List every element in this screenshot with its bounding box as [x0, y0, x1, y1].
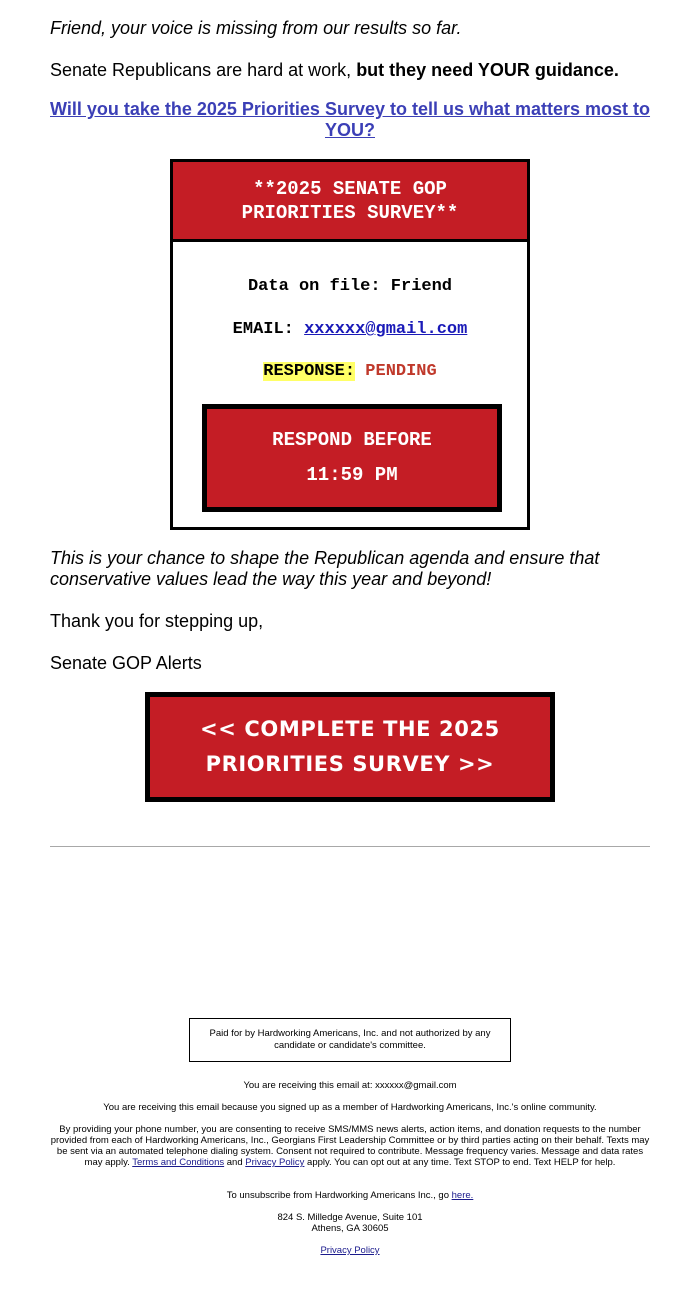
- unsubscribe-label: To unsubscribe from Hardworking Americans Inc., go: [226, 1190, 452, 1201]
- terms-link[interactable]: Terms and Conditions: [132, 1157, 225, 1168]
- unsubscribe-text: [50, 1190, 650, 1201]
- email-label: EMAIL:: [232, 320, 305, 339]
- address-line-2: Athens, GA 30605: [311, 1223, 389, 1234]
- thanks-text: Thank you for stepping up,: [50, 611, 264, 631]
- survey-link[interactable]: Will you take the 2025 Priorities Survey to tell us what matters most to YOU?: [50, 99, 651, 140]
- address-line-1: 824 S. Milledge Avenue, Suite 101: [277, 1212, 423, 1223]
- sms-text-2: apply. You can opt out at any time. Text STOP to end. Text HELP for help.: [304, 1157, 616, 1168]
- guidance-bold: but they need YOUR guidance.: [356, 60, 619, 80]
- greeting-text: Friend, your voice is missing from our results so far.: [50, 18, 462, 38]
- guidance-text: [50, 60, 650, 81]
- response-label: RESPONSE:: [263, 362, 356, 381]
- email-link[interactable]: xxxxxx@gmail.com: [304, 320, 468, 339]
- email-line: [173, 320, 527, 340]
- response-status: PENDING: [365, 362, 437, 381]
- survey-card: [170, 159, 530, 530]
- divider: [50, 846, 650, 847]
- privacy-policy-paragraph: [50, 1245, 650, 1256]
- data-on-file: Data on file: Friend: [247, 277, 453, 296]
- signup-reason-text: You are receiving this email because you signed up as a member of Hardworking Americans, Inc.'s online community.: [103, 1102, 597, 1113]
- survey-card-title: **2025 SENATE GOP PRIORITIES SURVEY**: [173, 162, 527, 242]
- receiving-email-text: You are receiving this email at: xxxxxx@gmail.com: [243, 1080, 457, 1091]
- paid-for-disclaimer: Paid for by Hardworking Americans, Inc. and not authorized by any candidate or candidate's committee.: [189, 1018, 511, 1062]
- guidance-normal: Senate Republicans are hard at work,: [50, 60, 357, 80]
- privacy-link-inline[interactable]: Privacy Policy: [245, 1157, 305, 1168]
- and-text: and: [224, 1157, 246, 1168]
- deadline-box: [202, 404, 502, 512]
- sms-text-1: By providing your phone number, you are consenting to receive SMS/MMS news alerts, action items, and donation requests to the number provided from each of Hardworking Americans, Inc., Georgians First Leadership Committee or by third parties acting on their behalf. Texts may be sent via an automated telephone dialing system. Consent not required to contribute. Message frequency varies. Message and data rates may apply.: [50, 1124, 650, 1168]
- sms-consent-text: [50, 1124, 650, 1168]
- complete-survey-button[interactable]: << COMPLETE THE 2025 PRIORITIES SURVEY >>: [145, 692, 555, 802]
- deadline-line-1: RESPOND BEFORE: [272, 429, 432, 451]
- signoff-text: Senate GOP Alerts: [50, 653, 202, 673]
- privacy-policy-link[interactable]: Privacy Policy: [320, 1245, 380, 1256]
- deadline-line-2: 11:59 PM: [306, 464, 398, 486]
- unsubscribe-link[interactable]: here.: [451, 1190, 474, 1201]
- chance-text: This is your chance to shape the Republican agenda and ensure that conservative values lead the way this year and beyond!: [50, 548, 600, 589]
- response-line: [173, 362, 527, 382]
